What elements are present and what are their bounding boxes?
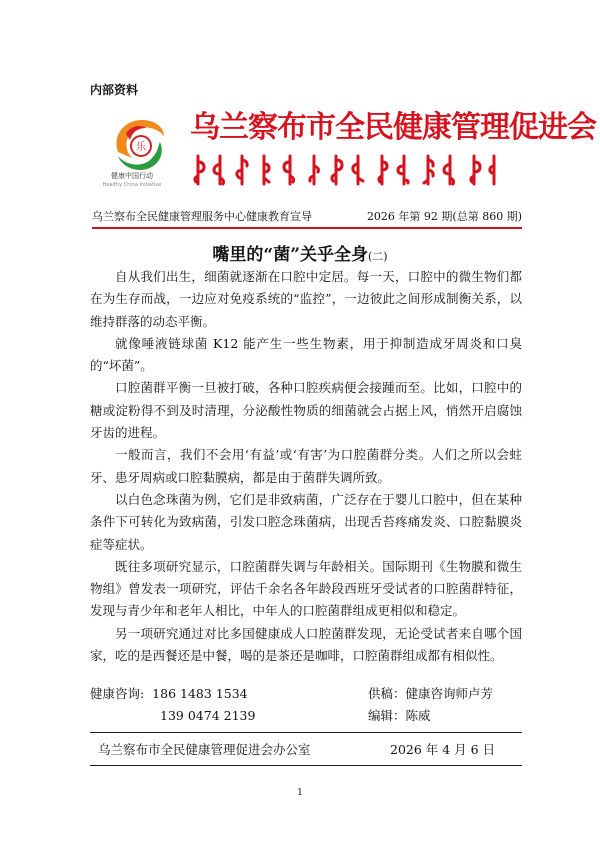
logo-caption: [92, 172, 172, 190]
footer-top-rule: [90, 732, 522, 733]
phone-number-1: 186 1483 1534: [152, 686, 248, 701]
editor: 编辑：陈威: [368, 708, 431, 723]
footer-bottom-rule: [90, 765, 522, 766]
consult-label: 健康咨询:: [90, 686, 145, 701]
internal-material-label: 内部资料: [90, 83, 139, 97]
publication-info-line: [92, 208, 522, 224]
logo-caption-cn: 健康中国行动: [111, 172, 153, 180]
contributor: 供稿：健康咨询师卢芳: [368, 686, 494, 701]
paragraph: 既往多项研究显示，口腔菌群失调与年龄相关。国际期刊《生物膜和微生物组》曾发表一项研究，评估千余名各年龄段西班牙受试者的口腔菌群特征，发现与青少年和老年人相比，中年人的口腔菌群组成更相似和稳定。: [90, 558, 522, 619]
issue-date: 2026 年 4 月 6 日: [390, 742, 496, 757]
consult-line: [90, 683, 248, 705]
issue-number: 2026 年第 92 期(总第 860 期): [366, 210, 522, 223]
paragraph: 口腔菌群平衡一旦被打破，各种口腔疾病便会接踵而至。比如，口腔中的糖或淀粉得不到及时清理，分泌酸性物质的细菌就会占据上风，悄然开启腐蚀牙齿的进程。: [90, 380, 522, 441]
phone-number-2: 139 0474 2139: [160, 708, 256, 723]
paragraph: 以白色念珠菌为例，它们是非致病菌，广泛存在于婴儿口腔中，但在某种条件下可转化为致病菌，引发口腔念珠菌病，出现舌苔疼痛发炎、口腔黏膜炎症等症状。: [90, 491, 522, 552]
paragraph: 就像唾液链球菌 K12 能产生一些生物素，用于抑制造成牙周炎和口臭的“坏菌”。: [90, 335, 522, 374]
paragraph: 另一项研究通过对比多国健康成人口腔菌群发现，无论受试者来自哪个国家，吃的是西餐还是中餐，喝的是茶还是咖啡，口腔菌群组成都有相似性。: [90, 625, 522, 664]
office-name: 乌兰察布市全民健康管理促进会办公室: [98, 742, 311, 757]
paragraph: 一般而言，我们不会用‘有益’或‘有害’为口腔菌群分类。人们之所以会蛀牙、患牙周病或口腔黏膜病，都是由于菌群失调所致。: [90, 447, 522, 485]
mongolian-script-title: [190, 152, 502, 188]
logo-badge-text: 乐: [136, 142, 146, 153]
organization-title: 乌兰察布市全民健康管理促进会: [190, 110, 596, 145]
page-number: 1: [297, 788, 303, 798]
article-body: [90, 266, 522, 667]
publisher-name: 乌兰察布全民健康管理服务中心健康教育宣导: [92, 210, 312, 223]
header-red-rule: [92, 227, 522, 229]
healthy-china-logo: [108, 112, 170, 180]
article-title: [0, 240, 600, 265]
article-title-text: 嘴里的“菌”关乎全身: [212, 245, 368, 265]
logo-caption-en: Healthy China Initiative: [102, 182, 162, 188]
article-part: (二): [367, 250, 388, 263]
paragraph: 自从我们出生，细菌就逐渐在口腔中定居。每一天，口腔中的微生物们都在为生存而战，一边应对免疫系统的“监控”，一边彼此之间形成制衡关系，以维持群落的动态平衡。: [90, 269, 522, 329]
